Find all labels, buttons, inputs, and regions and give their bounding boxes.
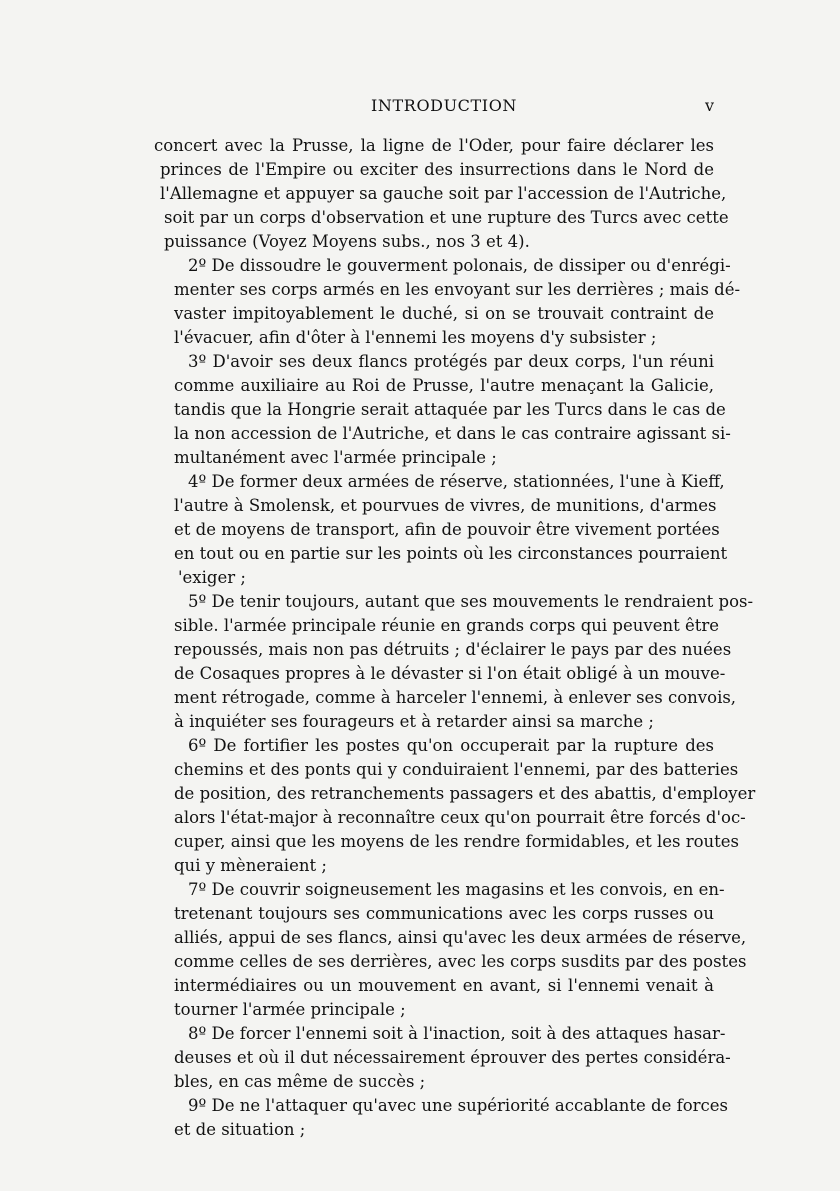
running-title: INTRODUCTION (371, 96, 518, 115)
text-line: deuses et où il dut nécessairement éprouver des pertes considéra- (174, 1048, 731, 1067)
text-line: vaster impitoyablement le duché, si on se trouvait contraint de (174, 304, 714, 323)
text-line: l'Allemagne et appuyer sa gauche soit par l'accession de l'Autriche, (160, 184, 727, 203)
text-line: concert avec la Prusse, la ligne de l'Oder, pour faire déclarer les (154, 136, 714, 155)
page-number: v (705, 96, 715, 115)
text-line: soit par un corps d'observation et une rupture des Turcs avec cette (164, 208, 729, 227)
text-line: cuper, ainsi que les moyens de les rendre formidables, et les routes (174, 832, 740, 851)
text-line: en tout ou en partie sur les points où les circonstances pourraient (174, 544, 728, 563)
text-line: menter ses corps armés en les envoyant sur les derrières ; mais dé- (174, 280, 741, 299)
text-line: chemins et des ponts qui y conduiraient l'ennemi, par des batteries (174, 760, 739, 779)
text-line: et de situation ; (174, 1120, 306, 1139)
text-line: 6º De fortifier les postes qu'on occuperait par la rupture des (188, 736, 714, 755)
text-line: à inquiéter ses fourageurs et à retarder ainsi sa marche ; (174, 712, 654, 731)
text-line: et de moyens de transport, afin de pouvoir être vivement portées (174, 520, 720, 539)
text-line: 7º De couvrir soigneusement les magasins et les convois, en en- (188, 880, 725, 899)
text-line: qui y mèneraient ; (174, 856, 327, 875)
text-line: comme celles de ses derrières, avec les corps susdits par des postes (174, 952, 747, 971)
text-line: alliés, appui de ses flancs, ainsi qu'avec les deux armées de réserve, (174, 928, 747, 947)
text-line: 'exiger ; (178, 568, 246, 587)
page-header (0, 96, 840, 120)
text-line: bles, en cas même de succès ; (174, 1072, 426, 1091)
text-line: alors l'état-major à reconnaître ceux qu'on pourrait être forcés d'oc- (174, 808, 746, 827)
text-line: puissance (Voyez Moyens subs., nos 3 et 4). (164, 232, 530, 251)
text-line: tourner l'armée principale ; (174, 1000, 406, 1019)
text-line: ment rétrogade, comme à harceler l'ennemi, à enlever ses convois, (174, 688, 737, 707)
text-line: intermédiaires ou un mouvement en avant, si l'ennemi venait à (174, 976, 714, 995)
text-line: sible. l'armée principale réunie en grands corps qui peuvent être (174, 616, 720, 635)
text-line: 2º De dissoudre le gouverment polonais, de dissiper ou d'enrégi- (188, 256, 731, 275)
text-line: multanément avec l'armée principale ; (174, 448, 497, 467)
text-line: 9º De ne l'attaquer qu'avec une supériorité accablante de forces (188, 1096, 729, 1115)
text-line: 4º De former deux armées de réserve, stationnées, l'une à Kieff, (188, 472, 725, 491)
text-line: tandis que la Hongrie serait attaquée par les Turcs dans le cas de (174, 400, 726, 419)
text-line: 8º De forcer l'ennemi soit à l'inaction, soit à des attaques hasar- (188, 1024, 726, 1043)
text-line: princes de l'Empire ou exciter des insurrections dans le Nord de (160, 160, 714, 179)
text-line: 5º De tenir toujours, autant que ses mouvements le rendraient pos- (188, 592, 754, 611)
text-line: tretenant toujours ses communications avec les corps russes ou (174, 904, 714, 923)
text-line: la non accession de l'Autriche, et dans le cas contraire agissant si- (174, 424, 731, 443)
text-line: comme auxiliaire au Roi de Prusse, l'autre menaçant la Galicie, (174, 376, 714, 395)
text-line: l'évacuer, afin d'ôter à l'ennemi les moyens d'y subsister ; (174, 328, 657, 347)
text-line: de Cosaques propres à le dévaster si l'on était obligé à un mouve- (174, 664, 726, 683)
text-line: 3º D'avoir ses deux flancs protégés par deux corps, l'un réuni (188, 352, 714, 371)
text-line: de position, des retranchements passagers et des abattis, d'employer (174, 784, 756, 803)
text-line: repoussés, mais non pas détruits ; d'éclairer le pays par des nuées (174, 640, 732, 659)
text-line: l'autre à Smolensk, et pourvues de vivres, de munitions, d'armes (174, 496, 717, 515)
